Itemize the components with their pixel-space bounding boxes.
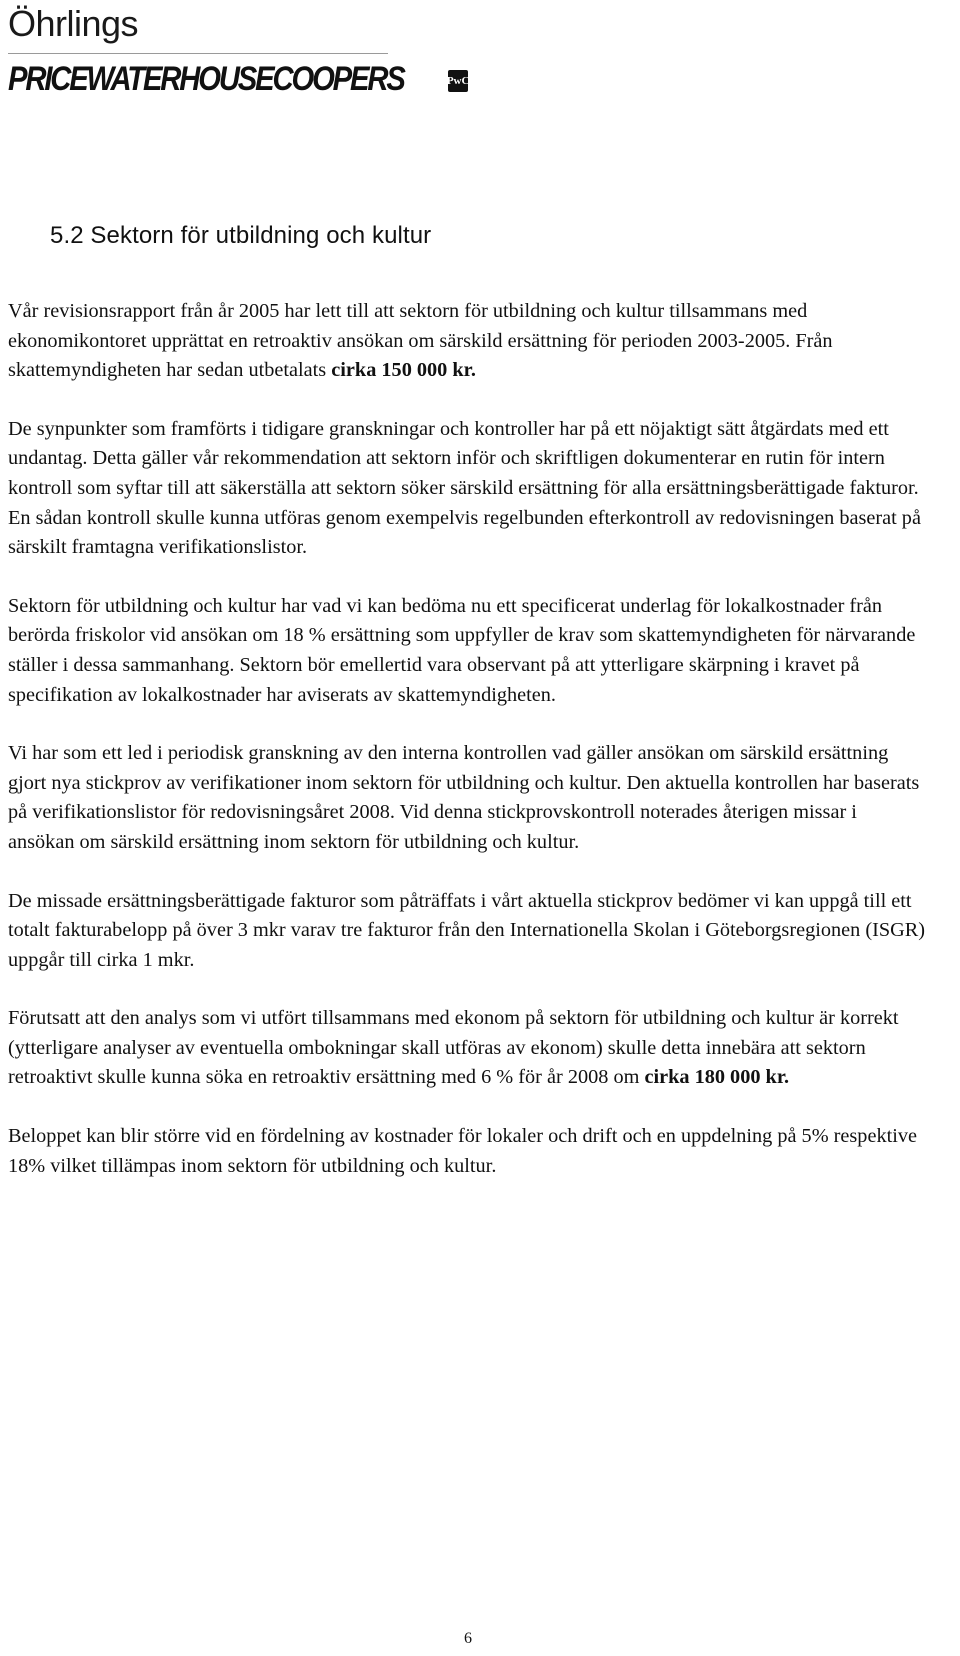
paragraph-text: Vår revisionsrapport från år 2005 har lett till att sektorn för utbildning och kultur tillsammans med ekonomikontoret upprättat en retroaktiv ansökan om särskild ersättning för perioden 2003-2005. Från skattemyndigheten har sedan utbetalats [8,300,833,382]
paragraph-payout [8,297,928,386]
paragraph-missed-invoices [8,887,928,976]
amount-highlight: cirka 150 000 kr. [331,359,476,382]
section-title: 5.2 Sektorn för utbildning och kultur [50,222,432,249]
paragraph-internal-control [8,415,928,563]
pwc-wordmark: PRICEWATERHOUSECOOPERS [8,60,404,98]
paragraph-sample-review [8,739,928,857]
paragraph-allocation [8,1122,928,1181]
ohrlings-wordmark: Öhrlings [8,3,139,44]
paragraph-text: De missade ersättningsberättigade fakturor som påträffats i vårt aktuella stickprov bedömer vi kan uppgå till ett totalt fakturabelopp på över 3 mkr varav tre fakturor från den Internationella Skolan i Göteborgsregionen (ISGR) uppgår till cirka 1 mkr. [8,889,926,971]
report-body [8,297,928,1210]
amount-highlight: cirka 180 000 kr. [644,1066,790,1089]
header-divider [8,53,388,54]
paragraph-text: Förutsatt att den analys som vi utfört tillsammans med ekonom på sektorn för utbildning och kultur är korrekt (ytterligare analyser av eventuella ombokningar skall utföras av ekonom) skulle detta innebära att sektorn retroaktivt skulle kunna söka en retroaktiv ersättning med 6 % för år 2008 om [8,1007,899,1089]
paragraph-text: Beloppet kan blir större vid en fördelning av kostnader för lokaler och drift och en uppdelning på 5% respektive 18% vilket tillämpas inom sektorn för utbildning och kultur. [8,1125,918,1177]
paragraph-text: Sektorn för utbildning och kultur har vad vi kan bedöma nu ett specificerat underlag för lokalkostnader från berörda friskolor vid ansökan om 18 % ersättning som uppfyller de krav som skattemyndigheten för närvarande ställer i dessa sammanhang. Sektorn bör emellertid vara observant på att ytterligare skärpning i kravet på specifikation av lokalkostnader har aviserats av skattemyndigheten. [8,594,916,706]
pwc-seal-icon: PwC [448,70,468,92]
paragraph-text: Vi har som ett led i periodisk granskning av den interna kontrollen vad gäller ansökan om särskild ersättning gjort nya stickprov av verifikationer inom sektorn för utbildning och kultur. Den aktuella kontrollen har baserats på verifikationslistor för redovisningsåret 2008. Vid denna stickprovskontroll noterades återigen missar i ansökan om särskild ersättning inom sektorn för utbildning och kultur. [8,742,920,853]
letterhead [8,0,470,98]
paragraph-text: De synpunkter som framförts i tidigare granskningar och kontroller har på ett nöjaktigt sätt åtgärdats med ett undantag. Detta gäller vår rekommendation att sektorn inför och skriftligen dokumenterar en rutin för intern kontroll som syftar till att säkerställa att sektorn söker särskild ersättning för alla ersättningsberättigade fakturor. En sådan kontroll skulle kunna utföras genom exempelvis regelbunden efterkontroll av redovisningen baserat på särskilt framtagna verifikationslistor. [8,417,921,559]
paragraph-retroactive-claim [8,1004,928,1093]
page-number: 6 [464,1630,472,1647]
pwc-logo [8,60,470,98]
paragraph-local-costs [8,592,928,710]
